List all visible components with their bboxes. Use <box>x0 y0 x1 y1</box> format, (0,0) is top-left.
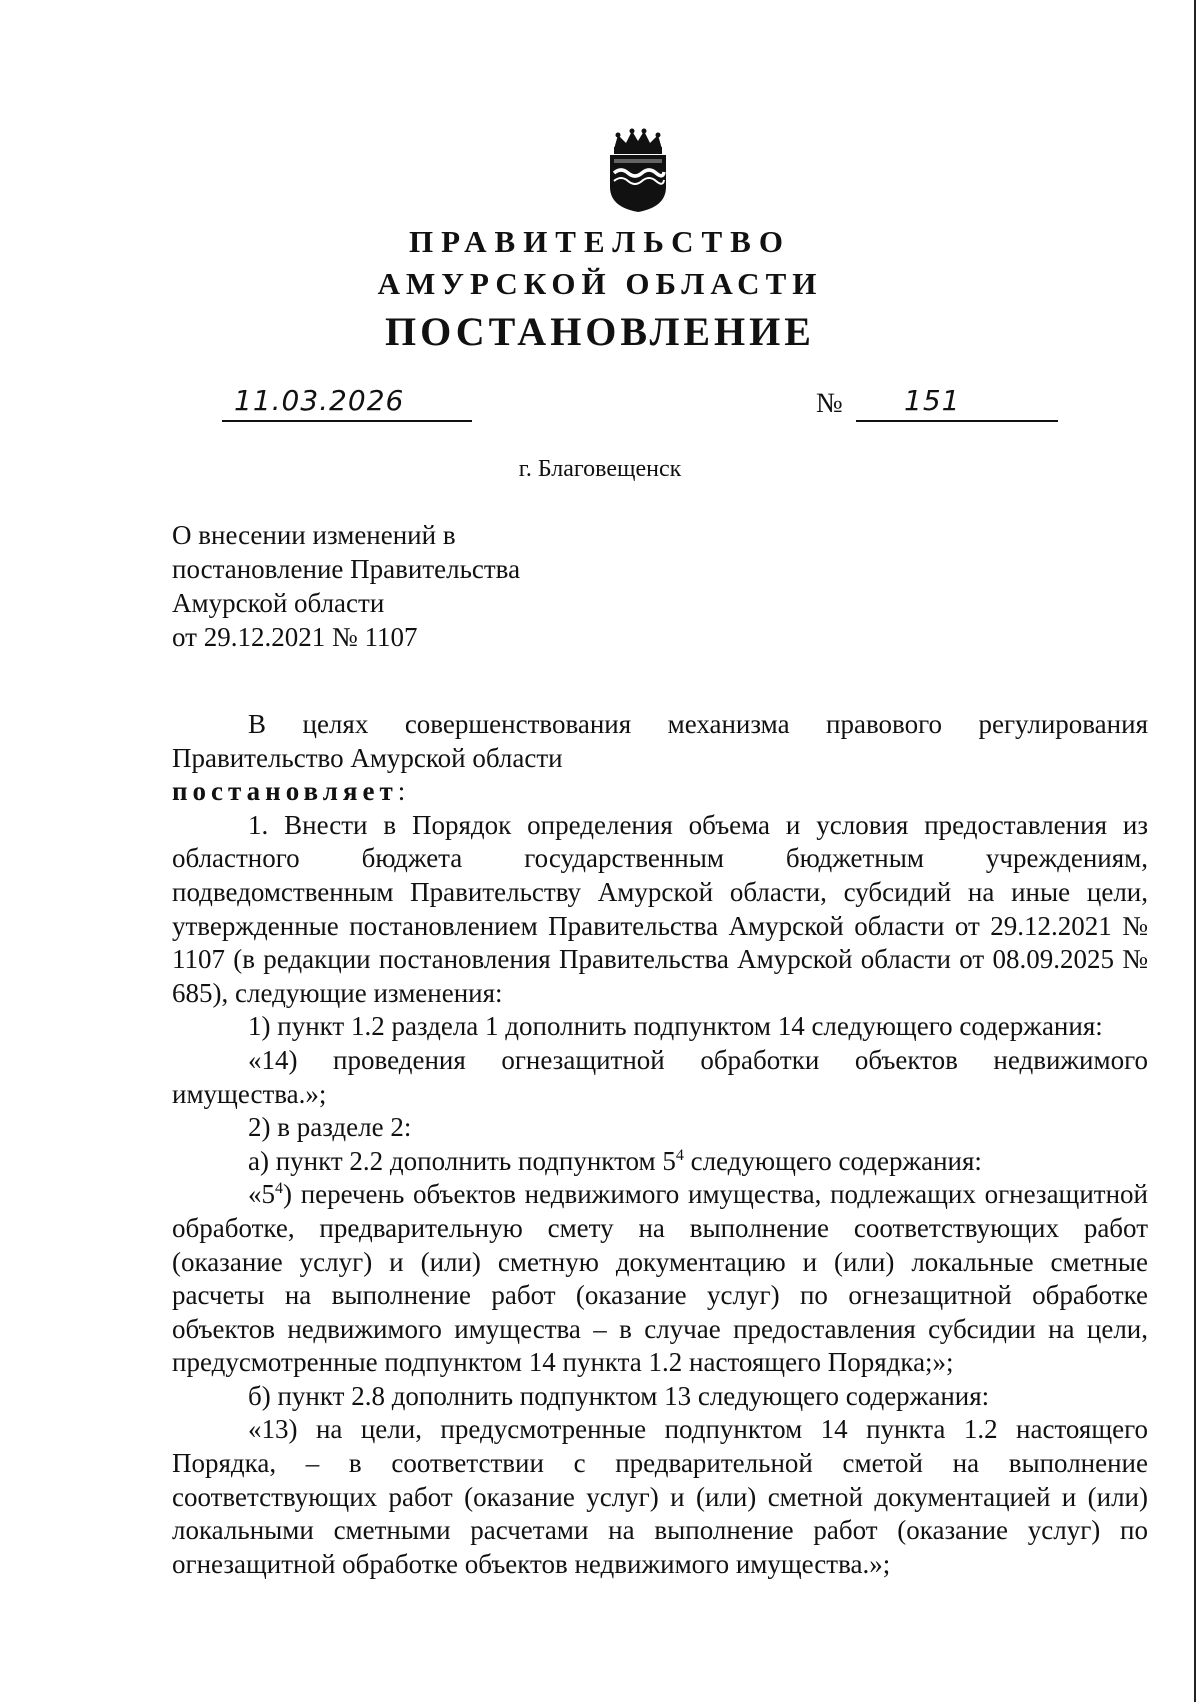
subject-line: от 29.12.2021 № 1107 <box>172 622 418 652</box>
date-field <box>222 386 472 422</box>
amur-region-coat-of-arms-icon <box>604 127 672 213</box>
subject-line: О внесении изменений в <box>172 520 456 550</box>
region-title: АМУРСКОЙ ОБЛАСТИ <box>377 266 823 301</box>
superscript: 4 <box>275 1180 283 1198</box>
superscript: 4 <box>675 1146 684 1164</box>
subject-line: постановление Правительства <box>172 554 521 584</box>
document-subject <box>172 518 520 654</box>
resolve-word: постановляет <box>172 776 398 807</box>
sub-2a-text: а) пункт 2.2 дополнить подпунктом 5 <box>248 1145 676 1176</box>
sub-2a-text-end: следующего содержания: <box>683 1145 982 1176</box>
subject-line: Амурской области <box>172 588 385 618</box>
number-label: № <box>816 388 843 419</box>
paragraph-sub-2a <box>172 1145 1148 1179</box>
government-title: ПРАВИТЕЛЬСТВО <box>409 224 791 259</box>
paragraph-quote-5-4 <box>172 1178 1148 1380</box>
paragraph-quote-14: «14) проведения огнезащитной обработки объектов недвижимого имущества.»; <box>172 1044 1148 1109</box>
paragraph-item-1: 1. Внести в Порядок определения объема и условия предоставления из областного бюджета государственным бюджетным учреждениям, подведомственным Правительству Амурской области, субсидий на иные цели, утвержденные постановлением Правительства Амурской области от 29.12.2021 № 1107 (в редакции постановления Правительства Амурской области от 08.09.2025 № 685), следующие изменения: <box>172 809 1148 1008</box>
resolve-colon: : <box>397 776 406 807</box>
number-field <box>856 386 1058 422</box>
intro-line: Правительство Амурской области <box>172 742 563 773</box>
intro-line: В целях совершенствования механизма правового регулирования <box>248 709 1148 739</box>
paragraph-sub-2: 2) в разделе 2: <box>248 1112 412 1143</box>
paragraph-sub-1: 1) пункт 1.2 раздела 1 дополнить подпунктом 14 следующего содержания: <box>248 1011 1103 1042</box>
paragraph-quote-13: «13) на цели, предусмотренные подпунктом 14 пункта 1.2 настоящего Порядка, – в соответствии с предварительной сметой на выполнение соответствующих работ (оказание услуг) и (или) сметной документацией и (или) локальными сметными расчетами на выполнение работ (оказание услуг) по огнезащитной обработке объектов недвижимого имущества.»; <box>172 1414 1148 1579</box>
city-name: г. Благовещенск <box>518 456 682 482</box>
quote-5-4-text: ) перечень объектов недвижимого имущества, подлежащих огнезащитной обработке, предварительную смету на выполнение соответствующих работ (оказание услуг) и (или) сметную документацию и (или) локальные сметные расчеты на выполнение работ (оказание услуг) по огнезащитной обработке объектов недвижимого имущества – в случае предоставления субсидии на цели, предусмотренные подпунктом 14 пункта 1.2 настоящего Порядка;»; <box>172 1179 1148 1378</box>
handwritten-date: 11.03.2026 <box>234 384 405 417</box>
document-body <box>172 708 1148 1581</box>
handwritten-number: 151 <box>904 384 961 417</box>
document-type-title: ПОСТАНОВЛЕНИЕ <box>385 309 815 354</box>
paragraph-sub-2b: б) пункт 2.8 дополнить подпунктом 13 следующего содержания: <box>248 1380 990 1411</box>
resolve-line <box>172 775 1148 809</box>
quote-5-4-open: «5 <box>248 1179 275 1210</box>
